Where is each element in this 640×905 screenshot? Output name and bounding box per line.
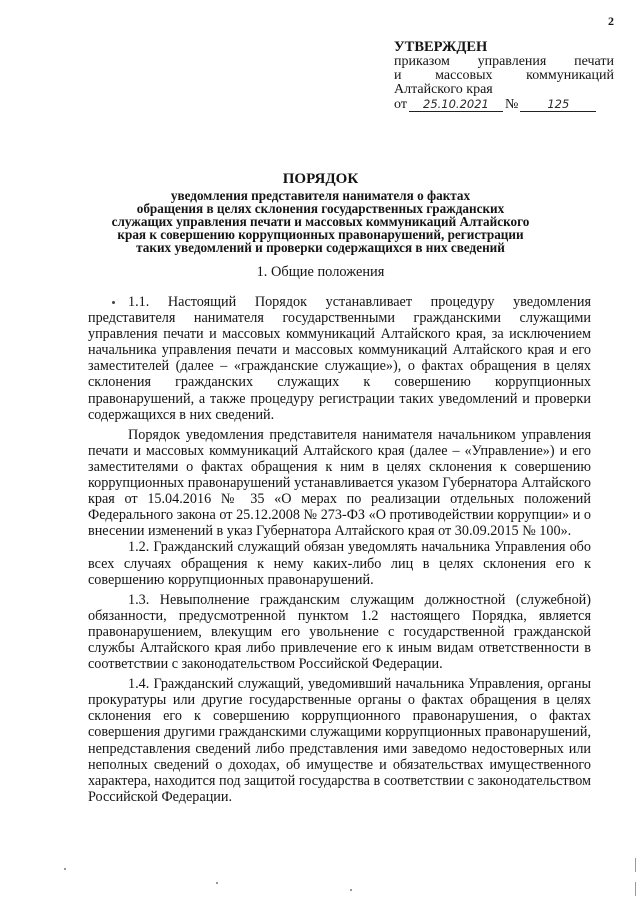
subtitle-line: таких уведомлений и проверки содержащихся в них сведений xyxy=(136,240,505,255)
paragraph-1-4: 1.4. Гражданский служащий, уведомивший начальника Управления, органы прокуратуры или другие государственные органы о фактах обращения в целях склонения его к совершению коррупционного правонарушения, о фактах совершения другими гражданскими служащими коррупционных правонарушений, непредставления сведений либо представления ими заведомо недостоверных или неполных сведений о доходах, об имуществе и обязательствах имущественного характера, находится под защитой государства в соответствии с законодательством Российской Федерации. xyxy=(88,676,591,805)
approval-stamp xyxy=(394,40,614,112)
document-title: ПОРЯДОК xyxy=(282,171,359,187)
approval-line-3: Алтайского края xyxy=(394,82,493,97)
section-heading: 1. Общие положения xyxy=(256,264,385,280)
handwritten-date: 25.10.2021 xyxy=(409,97,503,112)
subtitle-line: края к совершению коррупционных правонарушений, регистрации xyxy=(117,227,524,242)
approval-line-2: и массовых коммуникаций xyxy=(394,68,614,83)
document-title-block xyxy=(88,172,553,254)
scan-speck xyxy=(216,882,218,884)
approval-heading: УТВЕРЖДЕН xyxy=(394,39,488,55)
scan-edge-mark xyxy=(635,858,636,872)
handwritten-order-number: 125 xyxy=(520,97,596,112)
approval-line-1: приказом управления печати xyxy=(394,54,614,69)
paragraph-procedure: Порядок уведомления представителя нанимателя начальником управления печати и массовых коммуникаций Алтайского края (далее – «Управление») и его заместителями о фактах обращения к ним в целях склонения к совершению коррупционных правонарушений устанавливается указом Губернатора Алтайского края от 15.04.2016 № 35 «О мерах по реализации отдельных положений Федерального закона от 25.12.2008 № 273-ФЗ «О противодействии коррупции» и о внесении изменений в указ Губернатора Алтайского края от 30.09.2015 № 100». xyxy=(88,426,591,540)
subtitle-line: служащих управления печати и массовых коммуникаций Алтайского xyxy=(111,214,530,229)
scan-speck xyxy=(350,889,352,891)
scan-speck xyxy=(64,868,66,870)
document-body xyxy=(88,294,591,805)
page-number: 2 xyxy=(608,14,614,28)
paragraph-1-1: 1.1. Настоящий Порядок устанавливает процедуру уведомления представителя нанимателя государственными гражданскими служащими управления печати и массовых коммуникаций Алтайского края, за исключением начальника управления печати и массовых коммуникаций Алтайского края и его заместителей (далее – «гражданские служащие»), о фактах обращения в целях склонения гражданских служащих к совершению коррупционных правонарушений, а также процедуру регистрации таких уведомлений и проверки содержащихся в них сведений. xyxy=(88,294,591,423)
subtitle-line: обращения в целях склонения государственных гражданских xyxy=(136,201,505,216)
date-prefix: от xyxy=(394,97,407,112)
paragraph-1-2: 1.2. Гражданский служащий обязан уведомлять начальника Управления обо всех случаях обращения к нему каких-либо лиц в целях склонения его к совершению коррупционных правонарушений. xyxy=(88,539,591,588)
paragraph-1-3: 1.3. Невыполнение гражданским служащим должностной (служебной) обязанности, предусмотренной пунктом 1.2 настоящего Порядка, является правонарушением, влекущим его увольнение с государственной гражданской службы Алтайского края либо привлечение его к иным видам ответственности в соответствии с законодательством Российской Федерации. xyxy=(88,591,591,673)
scan-edge-mark xyxy=(635,882,636,896)
subtitle-line: уведомления представителя нанимателя о фактах xyxy=(170,188,471,203)
number-sign: № xyxy=(504,97,519,112)
approval-date-number xyxy=(394,97,614,112)
